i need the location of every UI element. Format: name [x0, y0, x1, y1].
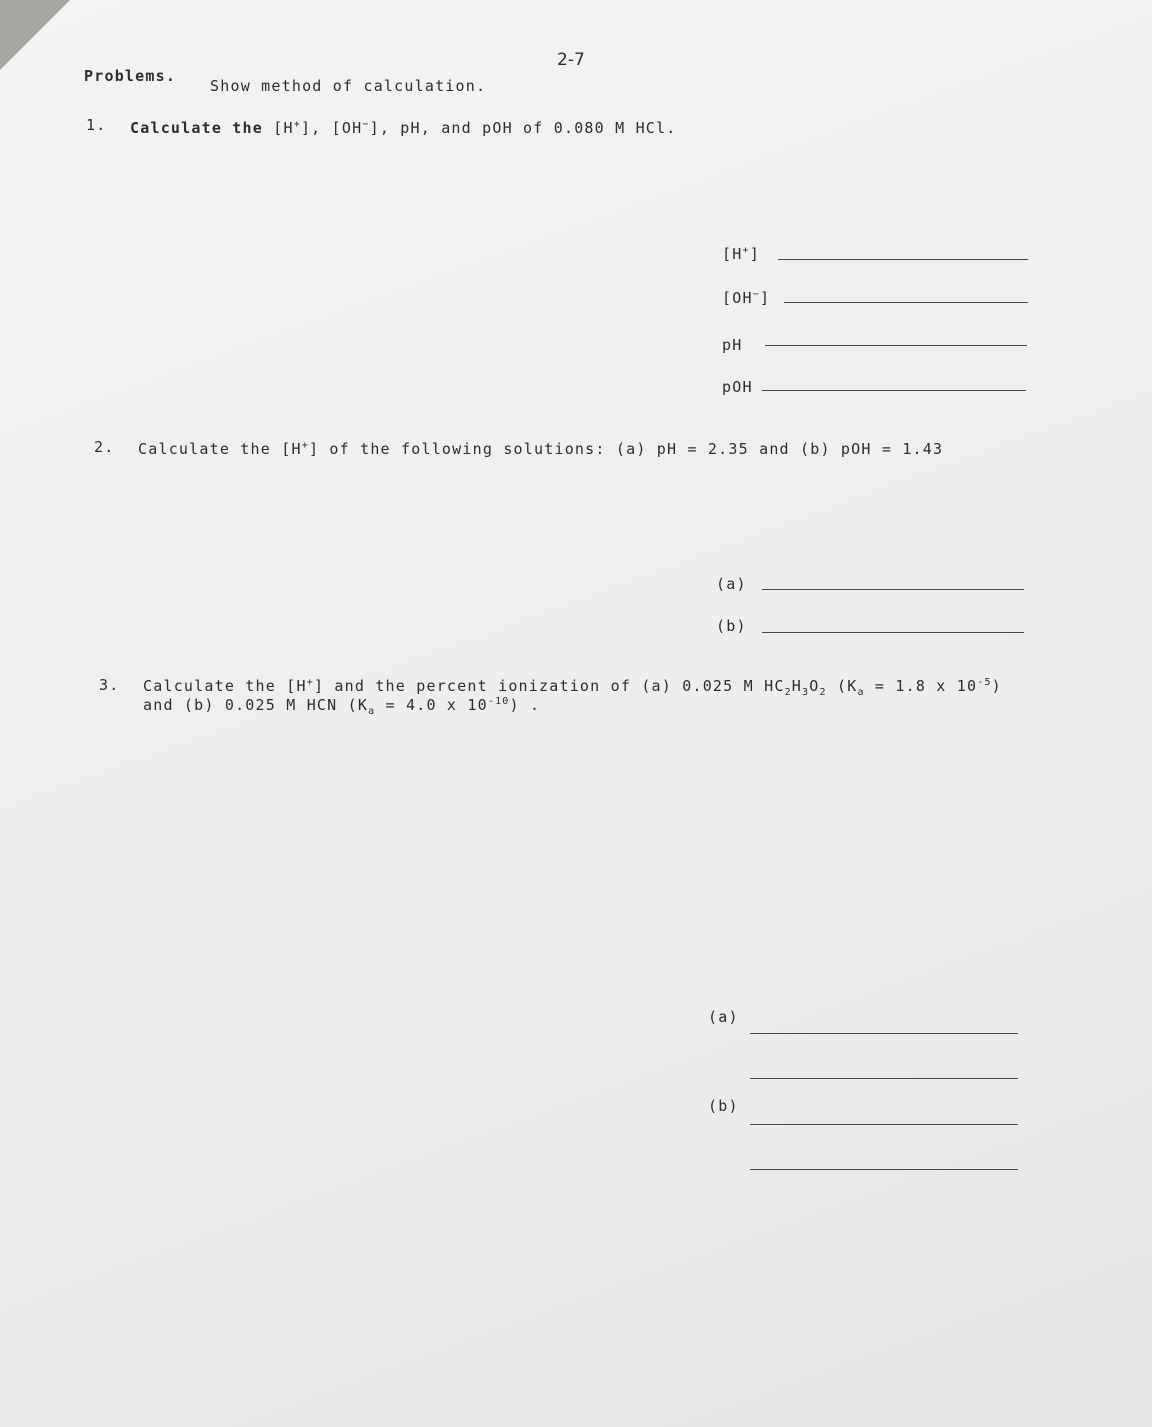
answer-line-h[interactable] [778, 259, 1028, 260]
problem1-number: 1. [86, 116, 107, 134]
problem2-answer-line-b[interactable] [762, 632, 1024, 633]
problem1-text-prefix: Calculate the [130, 119, 274, 137]
page-number: 2-7 [557, 50, 585, 70]
problem3-line1-ka: (K [826, 677, 858, 695]
answer-label-oh: [OH−] [722, 289, 771, 307]
answer-label-h: [H+] [722, 245, 760, 263]
instruction-text: Show method of calculation. [210, 77, 487, 95]
problem3-line1-exp: -5 [977, 677, 992, 688]
problem3-answer-line-b2[interactable] [750, 1169, 1018, 1170]
problems-heading: Problems. [84, 67, 177, 85]
problem2-text-suffix: ] of the following solutions: (a) pH = 2.35 and (b) pOH = 1.43 [308, 440, 944, 458]
problem1-h-label: [H [273, 119, 294, 137]
answer-label-h-text: [H [722, 245, 743, 263]
page-corner-shadow [0, 0, 70, 70]
problem3-line2-ka-sub: a [368, 706, 376, 717]
problem2-answer-b-label: (b) [716, 617, 747, 635]
problem3-line2-suffix: ) . [509, 696, 541, 714]
problem3-answer-a-label: (a) [708, 1008, 739, 1026]
problem1-text-suffix: , pH, and pOH of 0.080 M HCl. [379, 119, 677, 137]
answer-label-ph: pH [722, 336, 743, 354]
problem3-answer-line-b1[interactable] [750, 1124, 1018, 1125]
problem3-line1-prefix: Calculate the [H [143, 677, 307, 695]
problem2-answer-a-label: (a) [716, 575, 747, 593]
problem1-question: Calculate the [H+], [OH−], pH, and pOH of 0.080 M HCl. [130, 119, 677, 137]
problem3-line2-exp: -10 [487, 696, 510, 707]
problem3-answer-b-label: (b) [708, 1097, 739, 1115]
answer-label-oh-text: [OH [722, 289, 753, 307]
problem3-line1-value: = 1.8 x 10 [864, 677, 978, 695]
problem3-line2-value: = 4.0 x 10 [375, 696, 488, 714]
problem2-text-prefix: Calculate the [H [138, 440, 302, 458]
problem3-answer-line-a2[interactable] [750, 1078, 1018, 1079]
problem3-question-line1: Calculate the [H+] and the percent ionization of (a) 0.025 M $HC_2H_3O_2$ ($K_a = 1.8$ x $10^{-5}$) [143, 677, 1002, 698]
problem3-answer-line-a1[interactable] [750, 1033, 1018, 1034]
problem3-number: 3. [99, 676, 120, 694]
problem3-line1-middle: ] and the percent ionization of (a) 0.025 M HC [313, 677, 785, 695]
answer-line-ph[interactable] [765, 345, 1027, 346]
problem3-line2-prefix: and (b) 0.025 M HCN (K [143, 696, 369, 714]
problem1-oh-label: [OH [331, 119, 363, 137]
problem2-number: 2. [94, 438, 115, 456]
answer-label-poh: pOH [722, 378, 753, 396]
problem2-question: Calculate the [H+] of the following solutions: (a) pH = 2.35 and (b) pOH = 1.43 [138, 440, 944, 458]
problem2-answer-line-a[interactable] [762, 589, 1024, 590]
problem3-question-line2 [143, 696, 541, 717]
answer-line-oh[interactable] [784, 302, 1028, 303]
problem3-line1-ka-sub: a [857, 687, 865, 698]
answer-line-poh[interactable] [762, 390, 1026, 391]
